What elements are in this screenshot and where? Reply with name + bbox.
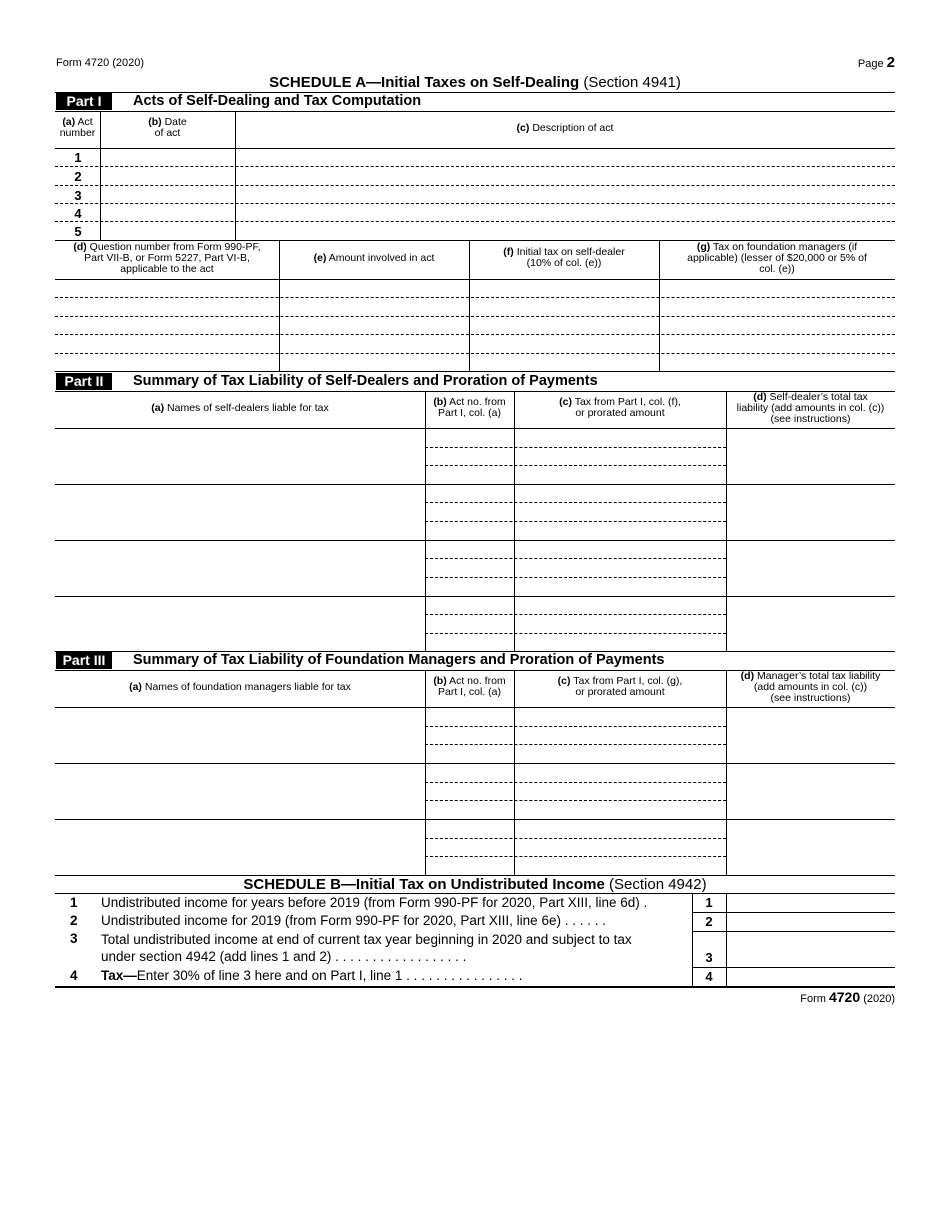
part1-row-3: 3 <box>74 188 82 203</box>
part2-tag: Part II <box>56 373 112 390</box>
sched-b-line-1-amount[interactable] <box>727 894 895 912</box>
part3-tag: Part III <box>56 652 112 669</box>
sched-b-line-1-text: Undistributed income for years before 2019 (from Form 990-PF for 2020, Part XIII, line 6d) . <box>101 895 648 910</box>
schedule-a-section: (Section 4941) <box>583 74 681 91</box>
schedule-b-title <box>55 876 895 893</box>
sched-b-line-4-text <box>101 967 522 984</box>
schedule-a-heading: SCHEDULE A—Initial Taxes on Self-Dealing <box>269 74 580 91</box>
sched-b-line-2-amount[interactable] <box>727 913 895 931</box>
sched-b-line-4-bold: Tax— <box>101 968 137 983</box>
part1-tag: Part I <box>56 93 112 110</box>
part2-col-c-header: (c) Tax from Part I, col. (f), or prorated amount <box>559 396 681 419</box>
form-footer <box>800 989 895 1005</box>
sched-b-line-3-num: 3 <box>70 931 78 946</box>
sched-b-line-1-box: 1 <box>705 895 713 910</box>
sched-b-line-2-num: 2 <box>70 913 78 928</box>
part3-col-c-header: (c) Tax from Part I, col. (g), or prorated amount <box>557 675 683 698</box>
footer-form-label: Form <box>800 993 826 1005</box>
sched-b-line-3-text2: under section 4942 (add lines 1 and 2) . . . . . . . . . . . . . . . . . . <box>101 949 467 964</box>
sched-b-line-4-num: 4 <box>70 968 78 983</box>
page-label: Page <box>857 58 884 70</box>
part1-col-c-header: (c) Description of act <box>516 122 614 134</box>
part1-col-b-header: (b) Date of act <box>148 116 187 139</box>
footer-year: (2020) <box>863 993 895 1005</box>
part2-col-d-header: (d) Self-dealer’s total tax liability (add amounts in col. (c)) (see instructions) <box>736 391 885 425</box>
page-number: 2 <box>886 54 895 71</box>
sched-b-line-3-amount[interactable] <box>727 932 895 967</box>
sched-b-line-4-desc: Enter 30% of line 3 here and on Part I, line 1 . . . . . . . . . . . . . . . . <box>136 968 523 983</box>
schedule-b-heading: SCHEDULE B—Initial Tax on Undistributed Income <box>243 876 605 893</box>
form-ref: Form 4720 (2020) <box>56 57 145 69</box>
schedule-b-section: (Section 4942) <box>609 876 707 893</box>
part3-col-b-header: (b) Act no. from Part I, col. (a) <box>433 675 506 698</box>
sched-b-line-1-num: 1 <box>70 895 78 910</box>
part1-col-f-header: (f) Initial tax on self-dealer (10% of col. (e)) <box>503 246 625 269</box>
sched-b-line-3-text: Total undistributed income at end of current tax year beginning in 2020 and subject to tax <box>101 932 632 947</box>
part1-col-a-header: (a) Act number <box>59 116 96 139</box>
sched-b-line-4-box: 4 <box>705 969 713 984</box>
schedule-a-title <box>55 74 895 91</box>
part1-row-4: 4 <box>74 206 82 221</box>
part3-col-a-header: (a) Names of foundation managers liable for tax <box>129 681 351 693</box>
part1-col-e-header: (e) Amount involved in act <box>313 252 435 264</box>
sched-b-line-2-text: Undistributed income for 2019 (from Form 990-PF for 2020, Part XIII, line 6e) . . . . . . <box>101 913 606 928</box>
part1-col-g-header: (g) Tax on foundation managers (if applicable) (lesser of $20,000 or 5% of col. (e)) <box>687 241 867 275</box>
sched-b-line-3-box: 3 <box>705 950 713 965</box>
sched-b-line-2-box: 2 <box>705 914 713 929</box>
part1-row-5: 5 <box>74 224 82 239</box>
footer-form-number: 4720 <box>828 989 861 1005</box>
part3-title: Summary of Tax Liability of Foundation Managers and Proration of Payments <box>133 652 665 668</box>
part1-row-2: 2 <box>74 169 82 184</box>
sched-b-line-4-amount[interactable] <box>727 968 895 986</box>
part2-title: Summary of Tax Liability of Self-Dealers and Proration of Payments <box>133 373 598 389</box>
part2-col-b-header: (b) Act no. from Part I, col. (a) <box>433 396 506 419</box>
part1-title: Acts of Self-Dealing and Tax Computation <box>133 93 422 109</box>
part2-col-a-header: (a) Names of self-dealers liable for tax <box>151 402 329 414</box>
part1-col-d-header: (d) Question number from Form 990-PF, Part VII-B, or Form 5227, Part VI-B, applicable to the act <box>73 241 261 275</box>
part3-col-d-header: (d) Manager’s total tax liability (add amounts in col. (c)) (see instructions) <box>740 670 881 704</box>
page-indicator <box>858 54 895 71</box>
part1-row-1: 1 <box>74 150 82 165</box>
